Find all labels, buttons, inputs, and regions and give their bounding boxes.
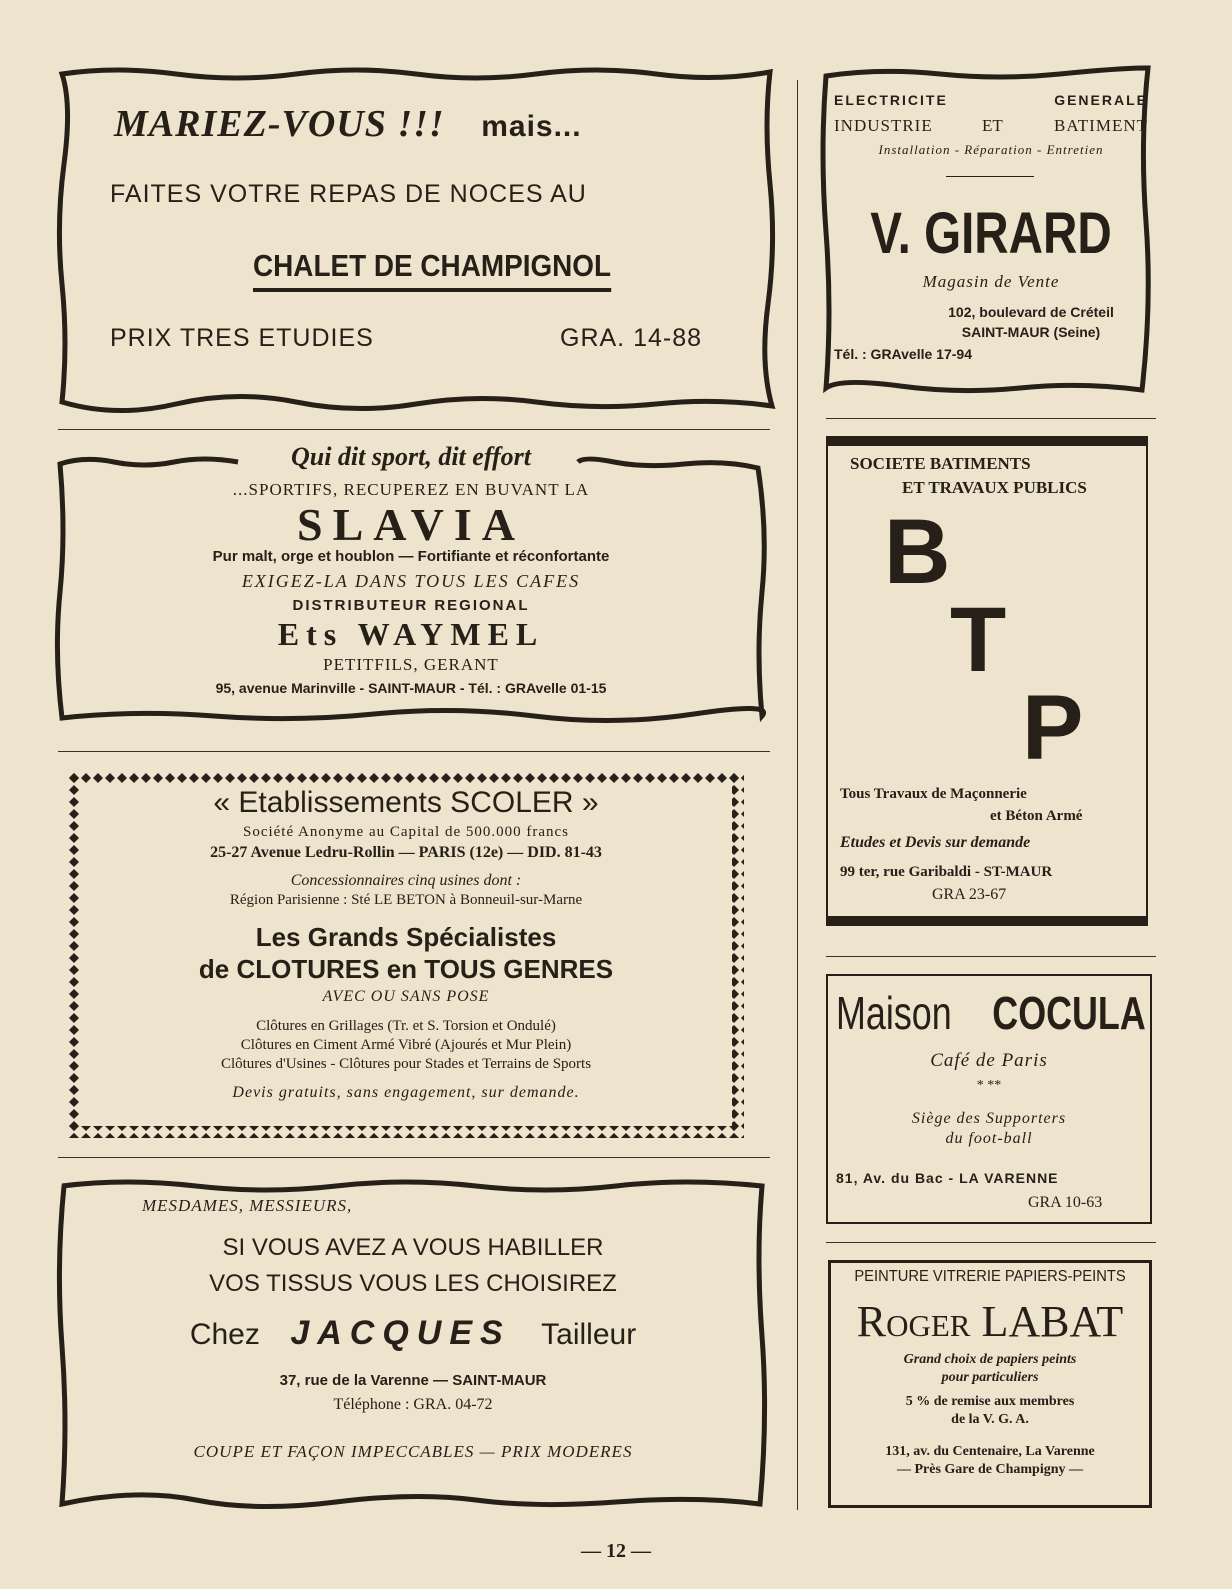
header: PEINTURE VITRERIE PAPIERS-PEINTS xyxy=(854,1268,1126,1285)
divider xyxy=(58,751,770,752)
phone: Téléphone : GRA. 04-72 xyxy=(333,1396,493,1413)
quote-line: Devis gratuits, sans engagement, sur demande. xyxy=(232,1084,580,1101)
phone: GRA 10-63 xyxy=(1028,1194,1103,1211)
divider xyxy=(826,1242,1156,1243)
rule xyxy=(946,176,1034,177)
prices: PRIX TRES ETUDIES xyxy=(110,324,374,352)
address: 37, rue de la Varenne — SAINT-MAUR xyxy=(279,1372,547,1389)
street: 102, boulevard de Créteil xyxy=(948,304,1114,320)
maison: Maison xyxy=(836,987,952,1039)
brand-name: SLAVIA xyxy=(297,499,525,550)
seat-1: Siège des Supporters xyxy=(911,1110,1067,1127)
intro-line: FAITES VOTRE REPAS DE NOCES AU xyxy=(110,180,587,208)
capital: Société Anonyme au Capital de 500.000 francs xyxy=(242,824,569,840)
chez: Chez xyxy=(189,1318,260,1351)
header-left-1: ELECTRICITE xyxy=(834,92,948,108)
item-2: Clôtures en Ciment Armé Vibré (Ajourés et Mur Plein) xyxy=(240,1037,572,1053)
distributor-name: Ets WAYMEL xyxy=(277,616,545,652)
line-2: ET TRAVAUX PUBLICS xyxy=(902,478,1087,497)
item-1: Clôtures en Grillages (Tr. et S. Torsion et Ondulé) xyxy=(256,1018,556,1034)
phone: GRA 23-67 xyxy=(932,886,1007,903)
letter-t: T xyxy=(950,589,1007,691)
divider xyxy=(826,956,1156,957)
cocula: COCULA xyxy=(992,987,1146,1039)
choice-2: pour particuliers xyxy=(941,1370,1039,1385)
services: Installation - Réparation - Entretien xyxy=(878,142,1104,157)
letter-p: P xyxy=(1022,677,1084,779)
address: 81, Av. du Bac - LA VARENNE xyxy=(836,1170,1059,1186)
ad-scoler xyxy=(84,786,728,1126)
name-line xyxy=(68,1314,758,1353)
divider xyxy=(58,429,770,430)
concession: Concessionnaires cinq usines dont : xyxy=(290,872,522,889)
ad-girard xyxy=(834,92,1148,382)
manager: PETITFILS, GERANT xyxy=(323,655,499,674)
headline: MARIEZ-VOUS !!! xyxy=(114,103,445,145)
headline-1: Les Grands Spécialistes xyxy=(255,922,557,952)
header-mid-2: ET xyxy=(982,116,1003,135)
stars: * ** xyxy=(976,1078,1002,1093)
address: 95, avenue Marinville - SAINT-MAUR - Tél. : GRAvelle 01-15 xyxy=(215,680,607,696)
business-name: V. GIRARD xyxy=(870,201,1112,266)
address: 131, av. du Centenaire, La Varenne xyxy=(885,1444,1095,1459)
ad-jacques xyxy=(68,1190,758,1500)
headline-2: de CLOTURES en TOUS GENRES xyxy=(198,954,614,984)
station: — Près Gare de Champigny — xyxy=(896,1462,1083,1477)
line-1: SI VOUS AVEZ A VOUS HABILLER xyxy=(222,1234,604,1261)
header-left-2: INDUSTRIE xyxy=(834,116,933,135)
demand-line: EXIGEZ-LA DANS TOUS LES CAFES xyxy=(241,571,581,591)
shop: Magasin de Vente xyxy=(922,272,1060,291)
ad-slavia xyxy=(58,440,764,720)
headline-suffix: mais... xyxy=(481,110,582,143)
phone: GRA. 14-88 xyxy=(560,324,703,352)
seat-2: du foot-ball xyxy=(945,1130,1033,1147)
page-number: — 12 — xyxy=(581,1540,651,1562)
greeting: MESDAMES, MESSIEURS, xyxy=(142,1196,353,1215)
discount-2: de la V. G. A. xyxy=(951,1412,1029,1427)
pose: AVEC OU SANS POSE xyxy=(322,988,490,1005)
cafe: Café de Paris xyxy=(930,1050,1048,1071)
ad-cocula xyxy=(832,986,1146,1218)
column-divider xyxy=(797,80,798,1510)
ad-labat xyxy=(834,1268,1146,1502)
address: 25-27 Avenue Ledru-Rollin — PARIS (12e) — DID. 81-43 xyxy=(210,844,602,861)
top-bar xyxy=(826,436,1148,446)
region: Région Parisienne : Sté LE BETON à Bonneuil-sur-Marne xyxy=(229,892,583,908)
header-right-2: BATIMENT xyxy=(1054,116,1148,135)
letter-b: B xyxy=(884,501,951,603)
ingredients: Pur malt, orge et houblon — Fortifiante et réconfortante xyxy=(212,548,610,565)
works-2: et Béton Armé xyxy=(990,808,1083,824)
intro-line: ...SPORTIFS, RECUPEREZ EN BUVANT LA xyxy=(232,480,590,499)
item-3: Clôtures d'Usines - Clôtures pour Stades et Terrains de Sports xyxy=(220,1056,592,1072)
slogan: Qui dit sport, dit effort xyxy=(290,442,532,471)
phone: Tél. : GRAvelle 17-94 xyxy=(834,346,972,362)
business-name: Roger LABAT xyxy=(856,1297,1124,1346)
line-2: VOS TISSUS VOUS LES CHOISIREZ xyxy=(209,1270,617,1297)
works-1: Tous Travaux de Maçonnerie xyxy=(840,786,1027,802)
distributor-label: DISTRIBUTEUR REGIONAL xyxy=(292,597,530,614)
trade: Tailleur xyxy=(541,1318,637,1351)
quote-line: Etudes et Devis sur demande xyxy=(840,834,1031,851)
tagline: COUPE ET FAÇON IMPECCABLES — PRIX MODERES xyxy=(193,1442,633,1461)
discount-1: 5 % de remise aux membres xyxy=(905,1394,1075,1409)
header-right-1: GENERALE xyxy=(1054,92,1148,108)
ad-chalet xyxy=(70,72,760,402)
venue-name: CHALET DE CHAMPIGNOL xyxy=(253,248,611,292)
address: 99 ter, rue Garibaldi - ST-MAUR xyxy=(840,864,1053,880)
tailor-name: JACQUES xyxy=(290,1314,511,1352)
divider xyxy=(826,418,1156,419)
divider xyxy=(58,1157,770,1158)
ad-btp xyxy=(840,454,1136,914)
company-name: « Etablissements SCOLER » xyxy=(213,786,599,819)
city: SAINT-MAUR (Seine) xyxy=(961,324,1101,340)
bottom-bar xyxy=(826,916,1148,926)
line-1: SOCIETE BATIMENTS xyxy=(850,454,1031,473)
choice-1: Grand choix de papiers peints xyxy=(903,1352,1077,1367)
